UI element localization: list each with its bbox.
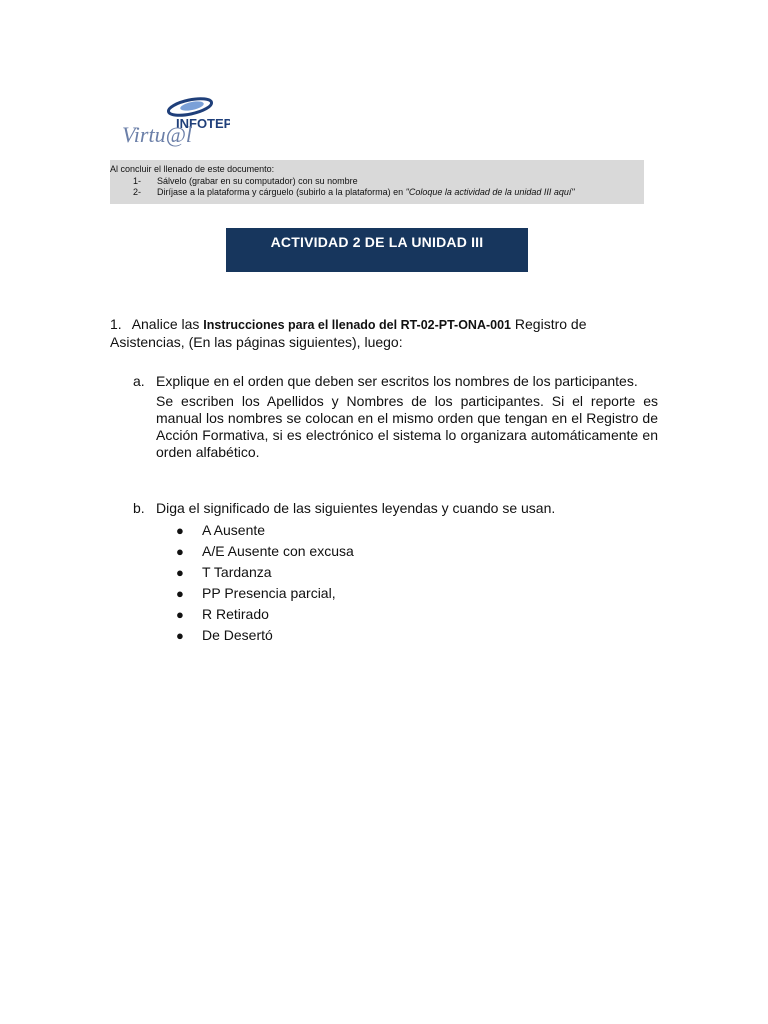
notice-step-number: 2- [133, 187, 142, 197]
list-item: ● R Retirado [176, 604, 354, 625]
item-b-question: Diga el significado de las siguientes leyendas y cuando se usan. [156, 500, 556, 516]
item-letter: b. [133, 500, 145, 516]
notice-step-text: Diríjase a la plataforma y cárguelo (subirlo a la plataforma) en "Coloque la actividad de la unidad III aquí" [157, 187, 575, 197]
question-number: 1. [110, 316, 122, 332]
legend-list [176, 520, 354, 646]
list-item: ● A Ausente [176, 520, 354, 541]
item-a-answer: Se escriben los Apellidos y Nombres de los participantes. Si el reporte es manual los nombres se colocan en el mismo orden que tengan en el Registro de Acción Formativa, si es electrónico el sistema lo organizara automáticamente en orden alfabético. [156, 393, 658, 460]
bullet-icon: ● [176, 565, 184, 580]
activity-title-banner: ACTIVIDAD 2 DE LA UNIDAD III [226, 228, 528, 272]
instructions-notice [110, 160, 644, 204]
item-letter: a. [133, 373, 145, 389]
form-reference: Instrucciones para el llenado del RT-02-PT-ONA-001 [203, 318, 512, 332]
question-1: 1. Analice las Instrucciones para el llenado del RT-02-PT-ONA-001 Registro de Asistencias, (En las páginas siguientes), luego: [110, 316, 587, 350]
bullet-icon: ● [176, 607, 184, 622]
notice-intro: Al concluir el llenado de este documento: [110, 164, 275, 174]
logo-script: Virtu@l [122, 122, 192, 147]
infotep-virtual-logo [120, 94, 230, 150]
list-item: ● PP Presencia parcial, [176, 583, 354, 604]
list-item: ● T Tardanza [176, 562, 354, 583]
upload-location-emphasis: "Coloque la actividad de la unidad III aquí" [405, 187, 575, 197]
notice-step-number: 1- [133, 176, 142, 186]
bullet-icon: ● [176, 586, 184, 601]
bullet-icon: ● [176, 523, 184, 538]
list-item: ● A/E Ausente con excusa [176, 541, 354, 562]
bullet-icon: ● [176, 628, 184, 643]
bullet-icon: ● [176, 544, 184, 559]
item-a-question: Explique en el orden que deben ser escritos los nombres de los participantes. [156, 373, 638, 389]
list-item: ● De Desertó [176, 625, 354, 646]
notice-step-text: Sálvelo (grabar en su computador) con su nombre [157, 176, 358, 186]
logo-brand: INFOTEP [176, 116, 230, 131]
